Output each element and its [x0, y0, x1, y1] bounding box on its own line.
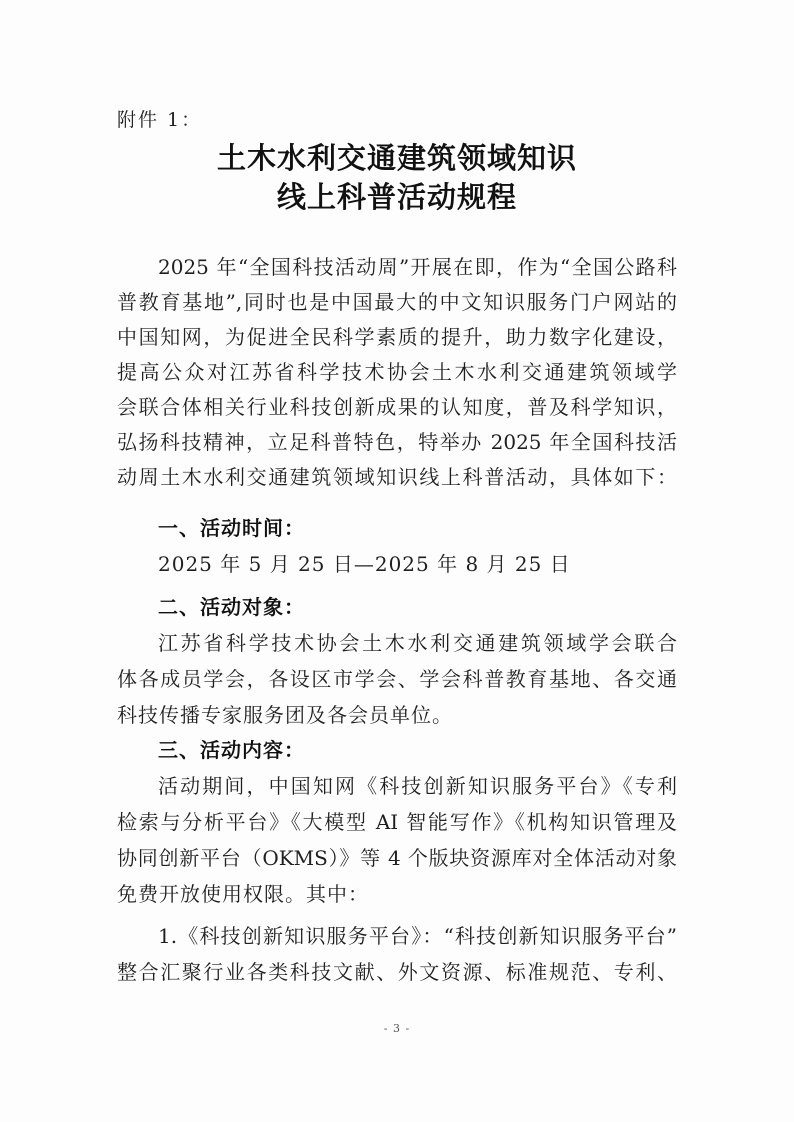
section-heading-content: 三、活动内容： [158, 738, 305, 762]
document-title-line-2: 线上科普活动规程 [276, 180, 517, 214]
section-heading-audience: 二、活动对象： [158, 595, 305, 619]
activity-dates: 2025 年 5 月 25 日—2025 年 8 月 25 日 [158, 552, 571, 576]
content-line: 1.《科技创新知识服务平台》：“科技创新知识服务平台” [158, 924, 677, 948]
intro-line: 弘扬科技精神，立足科普特色，特举办 2025 年全国科技活 [117, 430, 677, 454]
content-line: 整合汇聚行业各类科技文献、外文资源、标准规范、专利、 [117, 960, 677, 984]
page-number: - 3 - [383, 1022, 411, 1035]
audience-line: 科技传播专家服务团及各会员单位。 [117, 703, 453, 727]
content-line: 协同创新平台（OKMS）》等 4 个版块资源库对全体活动对象 [117, 846, 677, 870]
document-title-line-1: 土木水利交通建筑领域知识 [216, 141, 577, 175]
intro-line: 2025 年“全国科技活动周”开展在即，作为“全国公路科 [158, 255, 677, 279]
audience-line: 体各成员学会，各设区市学会、学会科普教育基地、各交通 [117, 667, 677, 691]
content-line: 检索与分析平台》《大模型 AI 智能写作》《机构知识管理及 [117, 810, 677, 834]
attachment-label: 附件 1： [117, 109, 203, 131]
section-heading-time: 一、活动时间： [158, 516, 305, 540]
intro-line: 普教育基地”,同时也是中国最大的中文知识服务门户网站的 [117, 290, 677, 314]
intro-line: 提高公众对江苏省科学技术协会土木水利交通建筑领域学 [117, 360, 677, 384]
intro-line: 动周土木水利交通建筑领域知识线上科普活动，具体如下： [117, 465, 677, 489]
audience-line: 江苏省科学技术协会土木水利交通建筑领域学会联合 [158, 631, 677, 655]
intro-line: 中国知网，为促进全民科学素质的提升，助力数字化建设， [117, 325, 677, 349]
content-line: 免费开放使用权限。其中： [117, 882, 369, 906]
intro-line: 会联合体相关行业科技创新成果的认知度，普及科学知识， [117, 395, 677, 419]
content-line: 活动期间，中国知网《科技创新知识服务平台》《专利 [158, 774, 677, 798]
